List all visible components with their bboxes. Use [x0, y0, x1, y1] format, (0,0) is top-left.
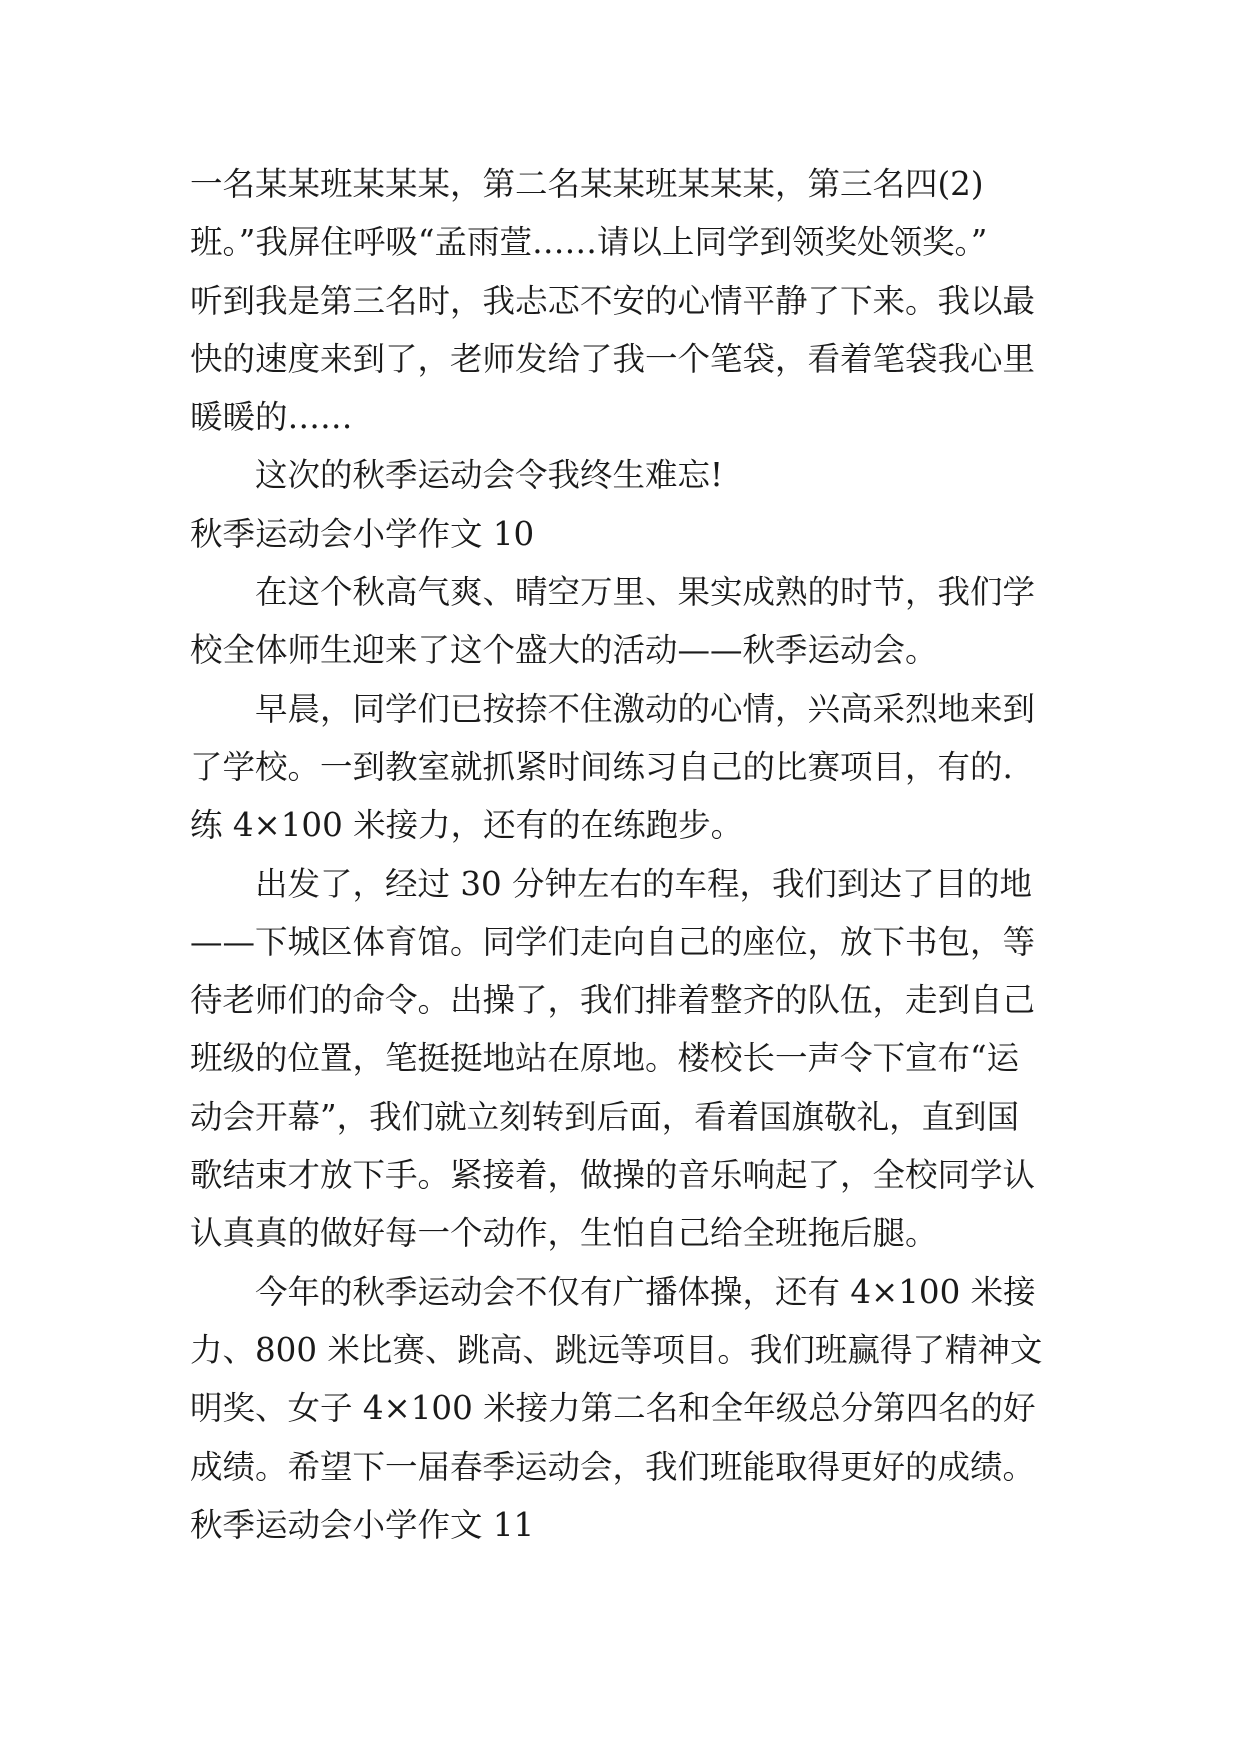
section-heading: 秋季运动会小学作文 10	[190, 514, 535, 553]
paragraph-first-line: 早晨，同学们已按捺不住激动的心情，兴高采烈地来到	[255, 689, 1036, 728]
text-line: 待老师们的命令。出操了，我们排着整齐的队伍，走到自己	[190, 981, 1036, 1020]
paragraph-first-line: 今年的秋季运动会不仅有广播体操，还有 4×100 米接	[255, 1272, 1036, 1311]
text-line: ——下城区体育馆。同学们走向自己的座位，放下书包，等	[190, 922, 1036, 961]
text-line: 动会开幕”，我们就立刻转到后面，看着国旗敬礼，直到国	[190, 1097, 1020, 1136]
text-line: 校全体师生迎来了这个盛大的活动——秋季运动会。	[190, 631, 938, 670]
paragraph-first-line: 这次的秋季运动会令我终生难忘!	[255, 456, 724, 495]
document-body	[190, 155, 1050, 1554]
text-line: 成绩。希望下一届春季运动会，我们班能取得更好的成绩。	[190, 1447, 1036, 1486]
section-heading: 秋季运动会小学作文 11	[190, 1505, 535, 1544]
text-line: 练 4×100 米接力，还有的在练跑步。	[190, 806, 744, 845]
text-line: 认真真的做好每一个动作，生怕自己给全班拖后腿。	[190, 1214, 938, 1253]
text-line: 明奖、女子 4×100 米接力第二名和全年级总分第四名的好	[190, 1389, 1036, 1428]
paragraph-first-line: 出发了，经过 30 分钟左右的车程，我们到达了目的地	[255, 864, 1033, 903]
text-line: 班级的位置，笔挺挺地站在原地。楼校长一声令下宣布“运	[190, 1039, 1020, 1078]
text-line: 暖暖的……	[190, 398, 353, 437]
text-line: 听到我是第三名时，我忐忑不安的心情平静了下来。我以最	[190, 281, 1036, 320]
text-line: 了学校。一到教室就抓紧时间练习自己的比赛项目，有的.	[190, 747, 1013, 786]
text-line: 快的速度来到了，老师发给了我一个笔袋，看着笔袋我心里	[190, 339, 1036, 378]
text-line: 力、800 米比赛、跳高、跳远等项目。我们班赢得了精神文	[190, 1330, 1043, 1369]
paragraph-first-line: 在这个秋高气爽、晴空万里、果实成熟的时节，我们学	[255, 573, 1036, 612]
text-line: 一名某某班某某某，第二名某某班某某某，第三名四(2)	[190, 165, 984, 203]
text-line: 歌结束才放下手。紧接着，做操的音乐响起了，全校同学认	[190, 1156, 1036, 1195]
text-line: 班。”我屏住呼吸“孟雨萱……请以上同学到领奖处领奖。”	[190, 223, 988, 262]
